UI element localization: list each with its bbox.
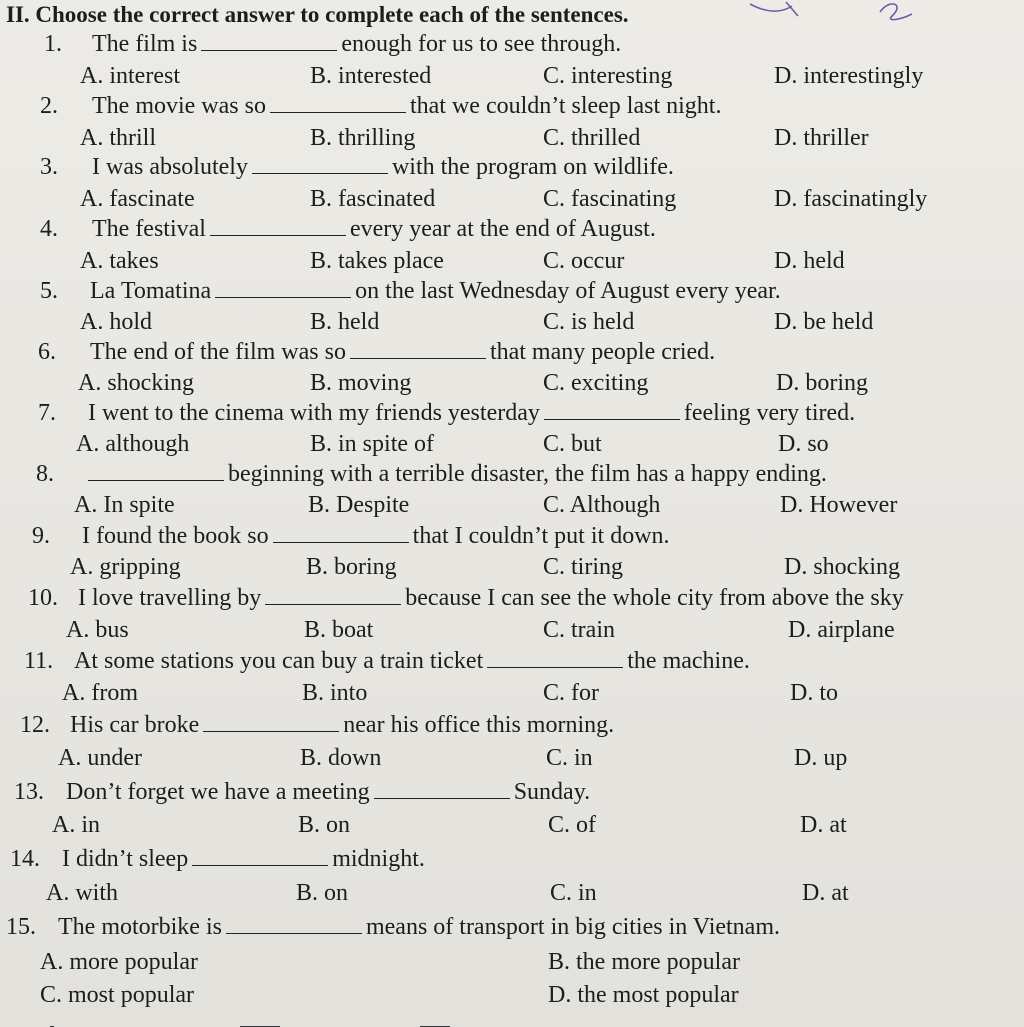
question-number: 5. — [40, 278, 58, 304]
option-text: boring — [805, 370, 869, 396]
stem-after-blank: on the last Wednesday of August every year. — [355, 278, 781, 304]
option-text: thrill — [109, 125, 157, 151]
option-text: but — [571, 431, 602, 457]
option-letter: B. — [548, 949, 571, 975]
option-letter: A. — [58, 745, 82, 771]
option-text: gripping — [99, 554, 181, 580]
question-stem — [88, 399, 855, 427]
option-b[interactable] — [310, 247, 444, 275]
option-letter: B. — [310, 186, 333, 212]
option-text: with — [75, 880, 119, 906]
option-text: In spite — [103, 492, 175, 518]
option-a[interactable] — [66, 616, 129, 644]
option-text: be held — [803, 309, 874, 335]
option-text: on — [326, 812, 351, 838]
option-letter: C. — [550, 880, 573, 906]
option-text: interested — [338, 63, 432, 89]
option-text: from — [91, 680, 138, 706]
option-text: down — [328, 745, 382, 771]
option-b[interactable] — [310, 430, 434, 458]
option-text: the more popular — [576, 949, 740, 975]
question-number: 1. — [44, 31, 62, 57]
stem-before-blank: His car broke — [70, 712, 200, 738]
option-letter: C. — [543, 370, 566, 396]
option-text: the most popular — [577, 982, 739, 1008]
option-text: held — [338, 309, 380, 335]
question-stem — [92, 30, 621, 58]
option-text: shocking — [107, 370, 195, 396]
option-letter: B. — [296, 880, 319, 906]
option-a[interactable] — [52, 811, 100, 839]
question-stem — [90, 338, 715, 366]
question-stem — [66, 778, 590, 806]
question-stem — [58, 913, 780, 941]
question-number: 6. — [38, 339, 56, 365]
option-text: moving — [338, 370, 412, 396]
option-letter: C. — [548, 812, 571, 838]
option-text: exciting — [571, 370, 649, 396]
option-letter: C. — [543, 63, 566, 89]
option-text: Although — [569, 492, 661, 518]
answer-blank[interactable] — [215, 279, 351, 298]
option-letter: C. — [543, 554, 566, 580]
option-d[interactable] — [794, 744, 847, 772]
stem-after-blank: with the program on wildlife. — [391, 154, 674, 180]
stem-after-blank: because I can see the whole city from above the sky — [405, 585, 904, 611]
option-b[interactable] — [296, 879, 348, 907]
answer-blank[interactable] — [88, 462, 224, 481]
option-d[interactable] — [800, 811, 847, 839]
section-heading: II. Choose the correct answer to complete each of the sentences. — [6, 2, 629, 27]
option-text: most popular — [68, 982, 195, 1008]
option-letter: A. — [46, 880, 70, 906]
option-letter: C. — [546, 745, 569, 771]
option-letter: D. — [774, 248, 798, 274]
option-letter: D. — [784, 554, 808, 580]
option-d[interactable] — [790, 679, 838, 707]
answer-blank[interactable] — [210, 217, 346, 236]
option-c[interactable] — [543, 616, 615, 644]
option-letter: C. — [543, 248, 566, 274]
option-letter: A. — [80, 186, 104, 212]
question-number: 13. — [14, 779, 44, 805]
option-text: fascinate — [109, 186, 195, 212]
question-number: 14. — [10, 846, 40, 872]
stem-before-blank: The end of the film was so — [90, 339, 346, 365]
stem-before-blank: I was absolutely — [92, 154, 248, 180]
option-b[interactable] — [300, 744, 381, 772]
stem-before-blank: The motorbike is — [58, 914, 222, 940]
option-text: takes place — [338, 248, 444, 274]
option-letter: D. — [774, 309, 798, 335]
stem-after-blank: that I couldn’t put it down. — [412, 523, 670, 549]
question-stem — [78, 584, 904, 612]
option-b[interactable] — [310, 185, 435, 213]
question-number: 10. — [28, 585, 58, 611]
question-stem — [90, 277, 781, 305]
option-d[interactable] — [774, 247, 845, 275]
option-text: of — [576, 812, 597, 838]
option-text: up — [823, 745, 848, 771]
question-number: 3. — [40, 154, 58, 180]
option-letter: D. — [794, 745, 818, 771]
option-d[interactable] — [774, 185, 927, 213]
answer-blank[interactable] — [252, 155, 388, 174]
option-text: interesting — [571, 63, 673, 89]
option-text: shocking — [813, 554, 901, 580]
option-letter: B. — [308, 492, 331, 518]
option-text: on — [324, 880, 349, 906]
option-a[interactable] — [58, 744, 142, 772]
option-text: takes — [109, 248, 159, 274]
option-a[interactable] — [80, 247, 159, 275]
option-letter: D. — [548, 982, 572, 1008]
option-b[interactable] — [310, 308, 379, 336]
option-c[interactable] — [543, 308, 634, 336]
option-text: interest — [109, 63, 180, 89]
option-letter: C. — [543, 125, 566, 151]
stem-after-blank: midnight. — [332, 846, 425, 872]
option-c[interactable] — [40, 981, 194, 1009]
option-text: more popular — [69, 949, 198, 975]
option-text: thriller — [803, 125, 869, 151]
option-letter: C. — [543, 431, 566, 457]
option-text: train — [571, 617, 615, 643]
option-letter: B. — [302, 680, 325, 706]
question-number: 7. — [38, 400, 56, 426]
option-text: at — [829, 812, 847, 838]
question-number: 4. — [40, 216, 58, 242]
option-text: boring — [334, 554, 397, 580]
option-text: interestingly — [803, 63, 924, 89]
option-letter: A. — [40, 949, 64, 975]
stem-before-blank: Don’t forget we have a meeting — [66, 779, 370, 805]
option-text: for — [571, 680, 599, 706]
option-d[interactable] — [802, 879, 849, 907]
option-letter: B. — [310, 431, 333, 457]
question-number: 12. — [20, 712, 50, 738]
question-number: 11. — [24, 648, 54, 674]
option-letter: C. — [543, 186, 566, 212]
stem-before-blank: At some stations you can buy a train ticket — [74, 648, 484, 674]
stem-before-blank: The festival — [92, 216, 206, 242]
option-a[interactable] — [80, 62, 180, 90]
option-text: at — [831, 880, 849, 906]
option-text: although — [105, 431, 190, 457]
option-text: thrilled — [571, 125, 641, 151]
stem-after-blank: near his office this morning. — [343, 712, 615, 738]
option-text: into — [330, 680, 368, 706]
option-letter: A. — [80, 309, 104, 335]
option-d[interactable] — [788, 616, 895, 644]
option-c[interactable] — [548, 811, 596, 839]
option-b[interactable] — [298, 811, 350, 839]
option-letter: B. — [310, 248, 333, 274]
question-stem — [74, 647, 750, 675]
option-text: fascinatingly — [803, 186, 928, 212]
option-text: in — [578, 880, 597, 906]
stem-after-blank: that we couldn’t sleep last night. — [409, 93, 722, 119]
option-d[interactable] — [774, 62, 923, 90]
stem-after-blank: that many people cried. — [489, 339, 716, 365]
option-letter: D. — [780, 492, 804, 518]
option-letter: B. — [310, 63, 333, 89]
option-letter: B. — [310, 125, 333, 151]
stem-after-blank: the machine. — [627, 648, 750, 674]
option-letter: B. — [310, 370, 333, 396]
option-b[interactable] — [548, 948, 740, 976]
option-b[interactable] — [304, 616, 373, 644]
option-d[interactable] — [778, 430, 829, 458]
option-d[interactable] — [784, 553, 900, 581]
stem-before-blank: The film is — [92, 31, 198, 57]
stem-before-blank: The movie was so — [92, 93, 266, 119]
handwritten-scribble — [740, 0, 920, 30]
option-c[interactable] — [543, 62, 672, 90]
option-text: under — [87, 745, 142, 771]
option-c[interactable] — [543, 430, 602, 458]
option-letter: C. — [543, 492, 566, 518]
stem-after-blank: Sunday. — [513, 779, 591, 805]
stem-before-blank: I love travelling by — [78, 585, 262, 611]
option-a[interactable] — [40, 948, 198, 976]
option-letter: A. — [80, 125, 104, 151]
cut-off-next-line — [0, 1016, 1024, 1027]
option-d[interactable] — [774, 308, 873, 336]
option-text: so — [807, 431, 829, 457]
option-d[interactable] — [776, 369, 868, 397]
stem-after-blank: means of transport in big cities in Vietnam. — [365, 914, 781, 940]
option-b[interactable] — [310, 62, 431, 90]
option-letter: D. — [776, 370, 800, 396]
option-text: bus — [95, 617, 129, 643]
question-stem — [62, 845, 425, 873]
option-c[interactable] — [543, 491, 660, 519]
answer-blank[interactable] — [265, 586, 401, 605]
option-b[interactable] — [310, 369, 411, 397]
question-number: 15. — [6, 914, 36, 940]
stem-before-blank: I went to the cinema with my friends yesterday — [88, 400, 540, 426]
option-a[interactable] — [74, 491, 175, 519]
option-c[interactable] — [543, 185, 676, 213]
answer-blank[interactable] — [487, 649, 623, 668]
stem-after-blank: beginning with a terrible disaster, the film has a happy ending. — [228, 461, 827, 487]
option-c[interactable] — [543, 124, 640, 152]
option-text: is held — [571, 309, 635, 335]
option-letter: A. — [52, 812, 76, 838]
option-text: tiring — [571, 554, 624, 580]
option-a[interactable] — [78, 369, 194, 397]
option-text: in — [81, 812, 101, 838]
answer-blank[interactable] — [270, 94, 406, 113]
option-c[interactable] — [543, 679, 599, 707]
stem-before-blank: La Tomatina — [90, 278, 212, 304]
option-letter: A. — [70, 554, 94, 580]
option-letter: B. — [300, 745, 323, 771]
option-c[interactable] — [550, 879, 597, 907]
question-number: 9. — [32, 523, 50, 549]
option-b[interactable] — [310, 124, 415, 152]
option-letter: B. — [310, 309, 333, 335]
option-letter: A. — [62, 680, 86, 706]
stem-before-blank: I found the book so — [82, 523, 269, 549]
option-b[interactable] — [308, 491, 409, 519]
option-a[interactable] — [76, 430, 189, 458]
option-c[interactable] — [543, 247, 624, 275]
option-letter: C. — [543, 680, 566, 706]
answer-blank[interactable] — [192, 847, 328, 866]
option-d[interactable] — [548, 981, 739, 1009]
option-letter: C. — [40, 982, 63, 1008]
option-a[interactable] — [80, 124, 156, 152]
option-text: fascinated — [338, 186, 436, 212]
option-letter: B. — [298, 812, 321, 838]
option-letter: A. — [76, 431, 100, 457]
question-stem — [82, 522, 670, 550]
option-text: However — [809, 492, 898, 518]
question-number: 2. — [40, 93, 58, 119]
option-text: boat — [332, 617, 374, 643]
stem-after-blank: every year at the end of August. — [349, 216, 656, 242]
answer-blank[interactable] — [273, 524, 409, 543]
question-number: 8. — [36, 461, 54, 487]
answer-blank[interactable] — [226, 915, 362, 934]
option-text: thrilling — [338, 125, 416, 151]
option-letter: D. — [774, 63, 798, 89]
option-d[interactable] — [774, 124, 869, 152]
option-a[interactable] — [62, 679, 138, 707]
option-a[interactable] — [46, 879, 118, 907]
option-letter: C. — [543, 617, 566, 643]
option-letter: B. — [304, 617, 327, 643]
answer-blank[interactable] — [350, 340, 486, 359]
option-letter: A. — [80, 248, 104, 274]
question-stem — [84, 460, 827, 488]
option-letter: A. — [74, 492, 98, 518]
answer-blank[interactable] — [374, 780, 510, 799]
option-a[interactable] — [70, 553, 181, 581]
stem-before-blank: I didn’t sleep — [62, 846, 189, 872]
option-text: to — [819, 680, 839, 706]
question-stem — [92, 92, 721, 120]
option-d[interactable] — [780, 491, 897, 519]
option-text: hold — [109, 309, 153, 335]
option-a[interactable] — [80, 185, 195, 213]
option-letter: B. — [306, 554, 329, 580]
question-stem — [70, 711, 614, 739]
option-c[interactable] — [543, 553, 623, 581]
option-text: occur — [571, 248, 625, 274]
option-letter: D. — [802, 880, 826, 906]
option-letter: D. — [774, 186, 798, 212]
option-text: held — [803, 248, 845, 274]
option-letter: C. — [543, 309, 566, 335]
question-stem — [92, 153, 674, 181]
option-letter: A. — [78, 370, 102, 396]
option-text: airplane — [817, 617, 895, 643]
option-b[interactable] — [306, 553, 397, 581]
answer-blank[interactable] — [544, 401, 680, 420]
option-a[interactable] — [80, 308, 152, 336]
answer-blank[interactable] — [201, 32, 337, 51]
option-letter: D. — [790, 680, 814, 706]
option-letter: D. — [778, 431, 802, 457]
option-letter: D. — [774, 125, 798, 151]
answer-blank[interactable] — [203, 713, 339, 732]
option-b[interactable] — [302, 679, 367, 707]
option-letter: A. — [66, 617, 90, 643]
option-text: fascinating — [571, 186, 677, 212]
question-stem — [92, 215, 656, 243]
option-c[interactable] — [546, 744, 593, 772]
stem-after-blank: feeling very tired. — [683, 400, 856, 426]
option-letter: D. — [788, 617, 812, 643]
option-text: Despite — [336, 492, 410, 518]
option-c[interactable] — [543, 369, 648, 397]
option-text: in spite of — [338, 431, 435, 457]
option-text: in — [574, 745, 593, 771]
option-letter: A. — [80, 63, 104, 89]
stem-after-blank: enough for us to see through. — [341, 31, 622, 57]
option-letter: D. — [800, 812, 824, 838]
